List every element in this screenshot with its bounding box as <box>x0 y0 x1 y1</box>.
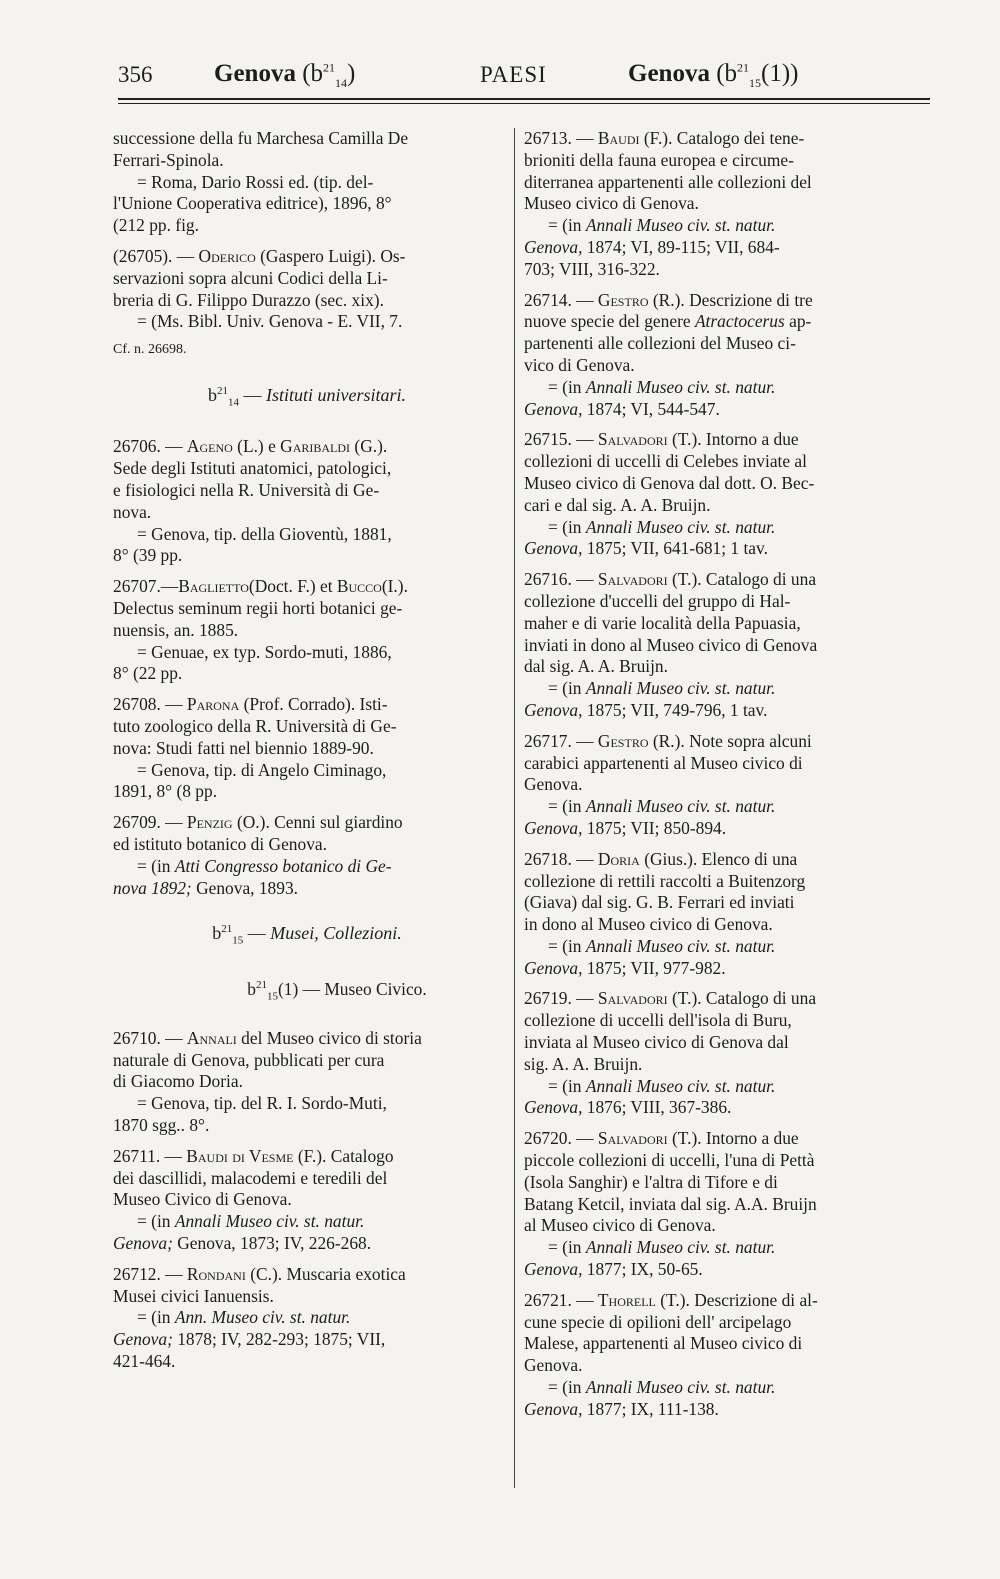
text-line: 703; VIII, 316-322. <box>524 258 660 279</box>
entry-heading: 26714. — Gestro (R.). Descrizione di tre <box>524 289 813 310</box>
text-line: = Roma, Dario Rossi ed. (tip. del- <box>137 171 374 192</box>
entry-heading: 26720. — Salvadori (T.). Intorno a due <box>524 1128 799 1149</box>
text-line: Genova; Genova, 1873; IV, 226-268. <box>113 1232 372 1253</box>
entry-heading: 26716. — Salvadori (T.). Catalogo di una <box>524 569 817 590</box>
text-line: = Genuae, ex typ. Sordo-muti, 1886, <box>137 641 392 662</box>
entry-26712 <box>113 1264 501 1373</box>
text-line: = (in Annali Museo civ. st. natur. <box>548 1075 776 1096</box>
text-line: diterranea appartenenti alle collezioni del <box>524 171 812 192</box>
entry-heading: 26713. — Baudi (F.). Catalogo dei tene- <box>524 128 805 148</box>
text-line: = (in Annali Museo civ. st. natur. <box>548 516 776 537</box>
text-line: di Giacomo Doria. <box>113 1071 243 1092</box>
text-line: Batang Ketcil, inviata dal sig. A.A. Bruijn <box>524 1193 817 1214</box>
text-line: Genova, 1875; VII, 977-982. <box>524 957 726 978</box>
entry-26716 <box>524 569 932 722</box>
text-line: = (in Annali Museo civ. st. natur. <box>548 935 776 956</box>
section-heading-musei: $b^{21}_{15}$ — Musei, Collezioni. <box>212 923 402 947</box>
subsection-heading-museo-civico: $b^{21}_{15}(1)$ — Museo Civico. <box>247 978 427 1002</box>
entry-26715 <box>524 429 932 560</box>
entry-26719 <box>524 988 932 1119</box>
entry-heading: 26709. — Penzig (O.). Cenni sul giardino <box>113 812 403 833</box>
header-center: PAESI <box>480 62 547 87</box>
text-line: l'Unione Cooperativa editrice), 1896, 8° <box>113 193 392 214</box>
text-line: inviati in dono al Museo civico di Genova <box>524 634 818 655</box>
text-line: al Museo civico di Genova. <box>524 1215 716 1236</box>
text-line: Museo civico di Genova. <box>524 193 699 214</box>
text-line: Genova, 1875; VII, 749-796, 1 tav. <box>524 699 768 720</box>
text-line: partenenti alle collezioni del Museo ci- <box>524 333 796 354</box>
text-line: = Genova, tip. del R. I. Sordo-Muti, <box>137 1093 387 1114</box>
text-line: = (in Annali Museo civ. st. natur. <box>548 376 776 397</box>
text-line: nova: Studi fatti nel biennio 1889-90. <box>113 737 374 758</box>
entry-heading: 26721. — Thorell (T.). Descrizione di al- <box>524 1289 818 1310</box>
text-line: = (in Annali Museo civ. st. natur. <box>548 796 776 817</box>
text-line: sig. A. A. Bruijn. <box>524 1053 643 1074</box>
text-line: nuensis, an. 1885. <box>113 619 239 640</box>
text-line: maher e di varie località della Papuasia, <box>524 612 801 633</box>
text-line: collezione di rettili raccolti a Buitenzorg <box>524 870 806 891</box>
text-line: dei dascillidi, malacodemi e teredili del <box>113 1167 388 1188</box>
text-line: = (in Annali Museo civ. st. natur. <box>548 678 776 699</box>
text-line: Genova, 1875; VII, 641-681; 1 tav. <box>524 538 768 559</box>
text-line: Malese, appartenenti al Museo civico di <box>524 1333 803 1354</box>
text-line: Genova. <box>524 1355 583 1376</box>
entry-26710 <box>113 1028 501 1137</box>
page-number: 356 <box>118 62 153 87</box>
entry-heading: 26712. — Rondani (C.). Muscaria exotica <box>113 1263 406 1284</box>
text-line: (Isola Sanghir) e l'altra di Tifore e di <box>524 1171 778 1192</box>
entry-heading: 26719. — Salvadori (T.). Catalogo di una <box>524 988 817 1009</box>
header-left-title: Genova $(b^{21}_{14})$ <box>214 60 356 90</box>
entry-heading: 26706. — Ageno (L.) e Garibaldi (G.). <box>113 436 388 457</box>
text-line: inviata al Museo civico di Genova dal <box>524 1032 789 1053</box>
text-line: Genova. <box>524 774 583 795</box>
text-line: naturale di Genova, pubblicati per cura <box>113 1049 385 1070</box>
header-rule-thin <box>118 103 930 104</box>
text-line: Sede degli Istituti anatomici, patologici, <box>113 458 392 479</box>
text-line: = (in Annali Museo civ. st. natur. <box>548 1377 776 1398</box>
entry-26720 <box>524 1128 932 1281</box>
entry-26708 <box>113 694 501 803</box>
text-line: tuto zoologico della R. Università di Ge- <box>113 715 397 736</box>
entry-heading: 26715. — Salvadori (T.). Intorno a due <box>524 429 799 450</box>
entry-26714 <box>524 290 932 421</box>
entry-heading: 26718. — Doria (Gius.). Elenco di una <box>524 848 798 869</box>
text-line: carabici appartenenti al Museo civico di <box>524 752 803 773</box>
text-line: ed istituto botanico di Genova. <box>113 833 327 854</box>
text-line: collezioni di uccelli di Celebes inviate al <box>524 451 807 472</box>
right-column <box>524 128 932 1430</box>
entry-heading: (26705). — Oderico (Gaspero Luigi). Os- <box>113 245 406 266</box>
entry-heading: 26717. — Gestro (R.). Note sopra alcuni <box>524 730 812 751</box>
entry-26718 <box>524 849 932 980</box>
text-line: brioniti della fauna europea e circume- <box>524 149 794 170</box>
text-line: Genova; 1878; IV, 282-293; 1875; VII, <box>113 1329 386 1350</box>
text-line: 1870 sgg.. 8°. <box>113 1114 210 1135</box>
text-line: in dono al Museo civico di Genova. <box>524 914 773 935</box>
text-line: successione della fu Marchesa Camilla De <box>113 128 409 148</box>
text-line: Ferrari-Spinola. <box>113 149 224 170</box>
header-rule <box>118 98 930 100</box>
text-line: Genova, 1874; VI, 544-547. <box>524 398 720 419</box>
text-line: = (in Ann. Museo civ. st. natur. <box>137 1307 351 1328</box>
entry-heading: 26708. — Parona (Prof. Corrado). Isti- <box>113 694 388 715</box>
entry-26706 <box>113 436 501 567</box>
text-line: e fisiologici nella R. Università di Ge- <box>113 479 380 500</box>
text-line: = (Ms. Bibl. Univ. Genova - E. VII, 7. <box>137 311 403 332</box>
text-line: Genova, 1876; VIII, 367-386. <box>524 1097 732 1118</box>
text-line: nuove specie del genere Atractocerus ap- <box>524 311 812 332</box>
text-line: vico di Genova. <box>524 354 635 375</box>
text-line: nova. <box>113 501 152 522</box>
text-line: 1891, 8° (8 pp. <box>113 781 218 802</box>
text-line: 8° (39 pp. <box>113 545 183 566</box>
text-line: = (in Annali Museo civ. st. natur. <box>137 1211 365 1232</box>
text-line: piccole collezioni di uccelli, l'una di Pettà <box>524 1150 815 1171</box>
text-line: Museo Civico di Genova. <box>113 1189 292 1210</box>
text-line: nova 1892; Genova, 1893. <box>113 877 298 898</box>
entry-26711 <box>113 1146 501 1255</box>
entry-continuation <box>113 128 501 237</box>
text-line: 421-464. <box>113 1350 176 1371</box>
entry-26705 <box>113 246 501 361</box>
section-heading-istituti: $b^{21}_{14}$ — Istituti universitari. <box>207 384 406 409</box>
text-line: 8° (22 pp. <box>113 663 183 684</box>
text-line: Genova, 1877; IX, 50-65. <box>524 1259 703 1280</box>
text-line: = (in Annali Museo civ. st. natur. <box>548 215 776 236</box>
text-line: cari e dal sig. A. A. Bruijn. <box>524 494 711 515</box>
text-line: = Genova, tip. di Angelo Ciminago, <box>137 759 387 780</box>
entry-26707 <box>113 576 501 685</box>
text-line: = Genova, tip. della Gioventù, 1881, <box>137 523 392 544</box>
column-divider <box>514 128 515 1488</box>
entry-heading: 26710. — Annali del Museo civico di storia <box>113 1027 422 1048</box>
cross-reference: Cf. n. 26698. <box>113 342 187 358</box>
text-line: (212 pp. fig. <box>113 215 199 236</box>
text-line: Musei civici Ianuensis. <box>113 1285 274 1306</box>
text-line: Museo civico di Genova dal dott. O. Bec- <box>524 472 815 493</box>
left-column <box>113 128 501 1382</box>
text-line: = (in Atti Congresso botanico di Ge- <box>137 855 392 876</box>
text-line: Delectus seminum regii horti botanici ge- <box>113 597 403 618</box>
text-line: servazioni sopra alcuni Codici della Li- <box>113 267 388 288</box>
text-line: Genova, 1877; IX, 111-138. <box>524 1398 719 1419</box>
entry-heading: 26711. — Baudi di Vesme (F.). Catalogo <box>113 1145 394 1166</box>
entry-26709 <box>113 812 501 899</box>
text-line: breria di G. Filippo Durazzo (sec. xix). <box>113 289 384 310</box>
text-line: dal sig. A. A. Bruijn. <box>524 656 668 677</box>
text-line: (Giava) dal sig. G. B. Ferrari ed inviati <box>524 892 795 913</box>
text-line: collezione di uccelli dell'isola di Buru, <box>524 1010 792 1031</box>
running-header <box>118 60 930 96</box>
header-right-title: Genova $(b^{21}_{15}(1))$ <box>628 60 799 90</box>
entry-26721 <box>524 1290 932 1421</box>
text-line: collezione d'uccelli del gruppo di Hal- <box>524 590 791 611</box>
text-line: Genova, 1875; VII; 850-894. <box>524 817 727 838</box>
text-line: cune specie di opilioni dell' arcipelago <box>524 1311 792 1332</box>
entry-26717 <box>524 731 932 840</box>
entry-heading: 26707.—Baglietto(Doct. F.) et Bucco(I.). <box>113 576 408 597</box>
text-line: = (in Annali Museo civ. st. natur. <box>548 1237 776 1258</box>
entry-26713 <box>524 128 932 281</box>
text-line: Genova, 1874; VI, 89-115; VII, 684- <box>524 236 780 257</box>
